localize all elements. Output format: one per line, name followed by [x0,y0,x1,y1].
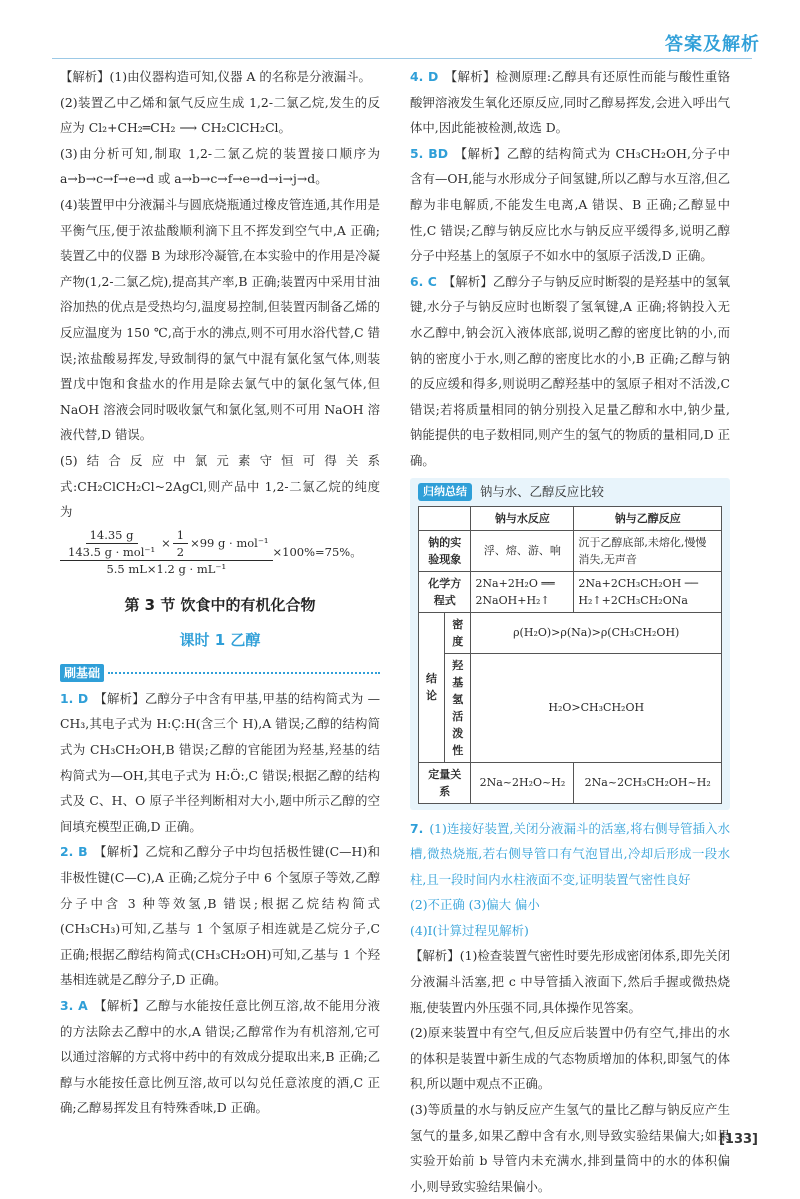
row-header-density: 密度 [445,612,471,653]
summary-box [410,478,730,810]
row-header-equation: 化学方程式 [419,571,471,612]
cell-ethanol-equation: 2Na+2CH₃CH₂OH ── H₂↑+2CH₃CH₂ONa [574,571,722,612]
q1-text: 【解析】乙醇分子中含有甲基,甲基的结构简式为 —CH₃,其电子式为 H:C̣:H(含三个 H),A 错误;乙醇的结构简式为 CH₃CH₂OH,B 错误;乙醇的官能团为羟基,羟基的结构简式为—OH,其电子式为 H:Ö:,C 错误;根据乙醇的结构式及 C、H、O 原子半径判断相对大小,题中所示乙醇的空间填充模型正确,D 正确。 [60,690,380,834]
question-4 [410,64,730,141]
table-row [419,762,722,803]
question-2 [60,839,380,993]
summary-badge: 归纳总结 [418,483,472,501]
frac-tail: ×100%=75%。 [272,544,362,559]
frac-den: 5.5 mL×1.2 g · mL⁻¹ [106,561,227,576]
table-row [419,612,722,653]
basics-badge: 刷基础 [60,664,104,682]
q4-number: 4. D [410,69,439,84]
question-5 [410,141,730,269]
lesson-title: 课时 1 乙醇 [179,631,261,650]
cell-activity: H₂O>CH₃CH₂OH [471,653,722,762]
question-3 [60,993,380,1121]
q7-explain-2: (2)原来装置中有空气,但反应后装置中仍有空气,排出的水的体积是装置中新生成的气态物质增加的体积,即氢气的体积,所以题中观点不正确。 [410,1025,730,1092]
header-title: 答案及解析 [665,34,760,55]
table-row [419,571,722,612]
left-p5: (5)结合反应中氯元素守恒可得关系式:CH₂ClCH₂Cl~2AgCl,则产品中 1,2-二氯乙烷的纯度为 [60,452,380,520]
cell-ethanol-quantity: 2Na~2CH₃CH₂OH~H₂ [574,762,722,803]
row-group-conclusion: 结论 [419,612,445,762]
q5-text: 【解析】乙醇的结构简式为 CH₃CH₂OH,分子中含有—OH,能与水形成分子间氢键,所以乙醇与水互溶,但乙醇为非电解质,不能发生电离,A 错误、B 正确;乙醇显中性,C 错误;乙醇与钠反应比水与钠反应平缓得多,说明乙醇分子中羟基上的氢原子不如水中的氢原子活泼,D 正确。 [410,145,730,264]
cell-water-quantity: 2Na~2H₂O~H₂ [471,762,574,803]
row-header-quantity: 定量关系 [419,762,471,803]
section-title: 第 3 节 饮食中的有机化合物 [124,595,316,614]
frac-mid-b: 2 [176,544,185,559]
comparison-table [418,506,722,804]
row-header-activity: 羟基氢活泼性 [445,653,471,762]
table-corner [419,506,471,530]
row-header-phenomenon: 钠的实验现象 [419,530,471,571]
question-7 [410,816,730,893]
header-rule [52,58,752,59]
q6-text: 【解析】乙醇分子与钠反应时断裂的是羟基中的氢氧键,水分子与钠反应时也断裂了氢氧键,A 正确;将钠投入无水乙醇中,钠会沉入液体底部,说明乙醇的密度比钠的小,而钠的密度小于水,则乙醇的密度比水的小,B 正确;乙醇与钠的反应缓和得多,则说明乙醇羟基中的氢原子相对不活泼,C 错误;若将质量相同的钠分别投入足量乙醇和水中,钠少量,钠能提供的电子数相同,则产生的氢气的物质的量相同,D 正确。 [410,273,730,468]
frac-num-a: 14.35 g [86,527,138,544]
q7-answer-1: (1)连接好装置,关闭分液漏斗的活塞,将右侧导管插入水槽,微热烧瓶,若右侧导管口有气泡冒出,冷却后形成一段水柱,且一段时间内水柱液面不变,证明装置气密性良好 [410,820,730,887]
q7-explain-1: 【解析】(1)检查装置气密性时要先形成密闭体系,即先关闭分液漏斗活塞,把 c 中导管插入液面下,然后手握或微热烧瓶,使装置内外压强不同,具体操作见答案。 [410,948,730,1015]
table-row [419,530,722,571]
cell-water-phenomenon: 浮、熔、游、响 [471,530,574,571]
q7-number: 7. [410,820,424,836]
cell-density: ρ(H₂O)>ρ(Na)>ρ(CH₃CH₂OH) [471,612,722,653]
left-column [60,64,380,1121]
cell-ethanol-phenomenon: 沉于乙醇底部,未熔化,慢慢消失,无声音 [574,530,722,571]
q7-answer-3: (4)Ⅰ(计算过程见解析) [410,922,529,938]
basics-bar [60,664,380,682]
page-number: [133] [718,1132,758,1147]
left-p4: (4)装置甲中分液漏斗与圆底烧瓶通过橡皮管连通,其作用是平衡气压,便于浓盐酸顺利滴下且不挥发到空气中,A 正确;装置乙中的仪器 B 为球形冷凝管,在本实验中的作用是冷凝产物(1,2-二氯乙烷),提高其产率,B 正确;装置丙中采用甘油浴加热的优点是受热均匀,温度易控制,但装置丙制备乙烯的反应温度为 150 ℃,高于水的沸点,则不可用水浴代替,C 错误;浓盐酸易挥发,导致制得的氯气中混有氯化氢气体,则装置戊中饱和食盐水的作用是除去氯气中的氯化氢气体,但 NaOH 溶液会同时吸收氯气和氯化氢,则不可用 NaOH 溶液代替,D 错误。 [60,196,380,443]
purity-formula: $\frac{14.35 g}{\text{143.5 g · mol⁻¹}}$ × $\frac{1}{2}$ ×99 g · mol⁻¹ 5.5 mL×1.2 g · mL⁻¹ ×100%=75%。 [60,527,380,577]
question-6 [410,269,730,474]
summary-title: 钠与水、乙醇反应比较 [480,483,604,499]
q7-answer-2: (2)不正确 (3)偏大 偏小 [410,897,540,913]
q2-number: 2. B [60,844,88,860]
summary-head [418,482,722,502]
col-header-water: 钠与水反应 [471,506,574,530]
basics-dots [108,672,380,674]
left-p2: (2)装置乙中乙烯和氯气反应生成 1,2-二氯乙烷,发生的反应为 Cl₂+CH₂═CH₂ ⟶ CH₂ClCH₂Cl。 [60,94,380,136]
q1-number: 1. D [60,690,89,706]
left-p1: 【解析】(1)由仪器构造可知,仪器 A 的名称是分液漏斗。 [60,69,371,84]
q5-number: 5. BD [410,145,449,161]
col-header-ethanol: 钠与乙醇反应 [574,506,722,530]
frac-times: ×99 g · mol⁻¹ [190,536,269,551]
frac-num-b: 143.5 g · mol⁻¹ [68,544,156,559]
right-column [410,64,730,1199]
q6-number: 6. C [410,273,437,289]
question-1 [60,686,380,840]
q2-text: 【解析】乙烷和乙醇分子中均包括极性键(C—H)和非极性键(C—C),A 正确;乙烷分子中 6 个氢原子等效,乙醇分子中含 3 种等效氢,B 错误;根据乙烷结构简式(CH₃CH₃)可知,乙基与 1 个氢原子相连就是乙烷分子,C 正确;根据乙醇结构简式(CH₃CH₂OH)可知,乙基与 1 个羟基相连就是乙醇分子,D 正确。 [60,844,380,988]
q4-text: 【解析】检测原理:乙醇具有还原性而能与酸性重铬酸钾溶液发生氧化还原反应,同时乙醇易挥发,会进入呼出气体中,因此能被检测,故选 D。 [410,69,730,136]
left-p3: (3)由分析可知,制取 1,2-二氯乙烷的装置接口顺序为 a→b→c→f→e→d 或 a→b→c→f→e→d→i→j→d。 [60,145,380,187]
table-row [419,653,722,762]
q3-number: 3. A [60,998,88,1013]
table-row [419,506,722,530]
cell-water-equation: 2Na+2H₂O ══ 2NaOH+H₂↑ [471,571,574,612]
q3-text: 【解析】乙醇与水能按任意比例互溶,故不能用分液的方法除去乙醇中的水,A 错误;乙醇常作为有机溶剂,它可以通过溶解的方式将中药中的有效成分提取出来,B 正确;乙醇与水能按任意比例互溶,故可以勾兑任意浓度的酒,C 正确;乙醇易挥发且有特殊香味,D 正确。 [60,998,380,1116]
frac-mid-a: 1 [173,527,188,544]
q7-explain-3: (3)等质量的水与钠反应产生氢气的量比乙醇与钠反应产生氢气的量多,如果乙醇中含有水,则导致实验结果偏大;如果实验开始前 b 导管内未充满水,排到量筒中的水的体积偏小,则导致实验结果偏小。 [410,1102,730,1194]
